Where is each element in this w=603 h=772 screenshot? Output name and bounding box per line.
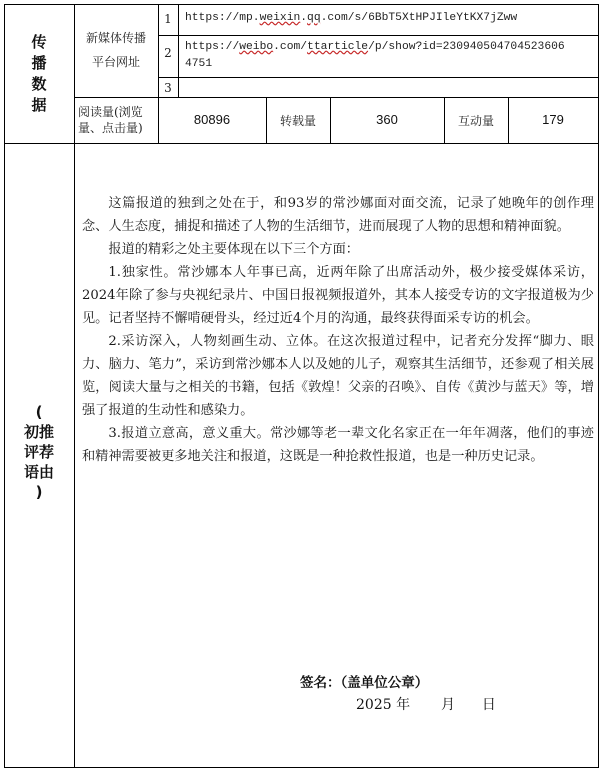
review-text	[82, 192, 594, 468]
signature-line: 签名：（盖单位公章）	[300, 675, 429, 691]
date-month-unit: 月	[441, 697, 455, 713]
review-paragraph: 3.报道立意高，意义重大。常沙娜等老一辈文化名家正在一年年凋落，他们的事迹和精神需要被更多地关注和报道，这既是一种抢救性报道，也是一种历史记录。	[82, 426, 594, 464]
read-count-label: 阅读量(浏览 量、点击量)	[78, 105, 143, 135]
repost-count-value: 360	[376, 112, 398, 127]
date-year-unit: 年	[396, 697, 411, 713]
platform-url-label: 新媒体传播 平台网址	[85, 31, 146, 69]
date-year: 2025	[356, 697, 392, 713]
spread-data-heading: 传 播 数 据	[31, 33, 47, 114]
row-divider-url1	[158, 35, 599, 36]
interaction-count-value: 179	[542, 112, 564, 127]
review-heading: ( 初推 评荐 语由 )	[23, 403, 54, 501]
date-line	[356, 694, 496, 714]
row-number-1: 1	[164, 12, 172, 26]
row-divider-stats	[74, 97, 599, 98]
table-border-right	[598, 4, 599, 768]
row-number-3: 3	[164, 81, 172, 95]
row-number-2: 2	[164, 46, 172, 60]
review-paragraph: 1.独家性。常沙娜本人年事已高，近两年除了出席活动外，极少接受媒体采访，2024年除了参与央视纪录片、中国日报视频报道外，其本人接受专访的文字报道极为少见。记者坚持不懈啃硬骨头，经过近4个月的沟通，最终获得面采专访的机会。	[82, 265, 594, 326]
review-paragraph: 这篇报道的独到之处在于，和93岁的常沙娜面对面交流，记录了她晚年的创作理念、人生态度，捕捉和描述了人物的生活细节，进而展现了人物的思想和精神面貌。	[82, 196, 594, 234]
wechat-url-link[interactable]: https://mp.weixin.qq.com/s/6BbT5XtHPJIleYtKX7jZww	[185, 12, 518, 24]
row-divider-url2	[158, 77, 599, 78]
weibo-url-link[interactable]: https://weibo.com/ttarticle/p/show?id=230940504704523606 4751	[185, 41, 565, 70]
review-paragraph: 2.采访深入，人物刻画生动、立体。在这次报道过程中，记者充分发挥“脚力、眼力、脑力、笔力”，采访到常沙娜本人以及她的儿子，观察其生活细节，还参观了相关展览，阅读大量与之相关的书籍，包括《敦煌！父亲的召唤》、自传《黄沙与蓝天》等，增强了报道的生动性和感染力。	[82, 334, 594, 418]
heading-column-divider	[74, 4, 75, 768]
table-border-bottom	[4, 767, 599, 768]
table-border-left	[4, 4, 5, 768]
section-divider	[4, 143, 599, 144]
review-paragraph: 报道的精彩之处主要体现在以下三个方面：	[108, 242, 359, 257]
date-day-unit: 日	[481, 697, 496, 713]
table-border-top	[4, 4, 599, 5]
interaction-count-label: 互动量	[457, 114, 494, 128]
number-column-divider	[178, 4, 179, 98]
read-count-value: 80896	[193, 112, 231, 127]
repost-count-label: 转载量	[279, 114, 316, 128]
